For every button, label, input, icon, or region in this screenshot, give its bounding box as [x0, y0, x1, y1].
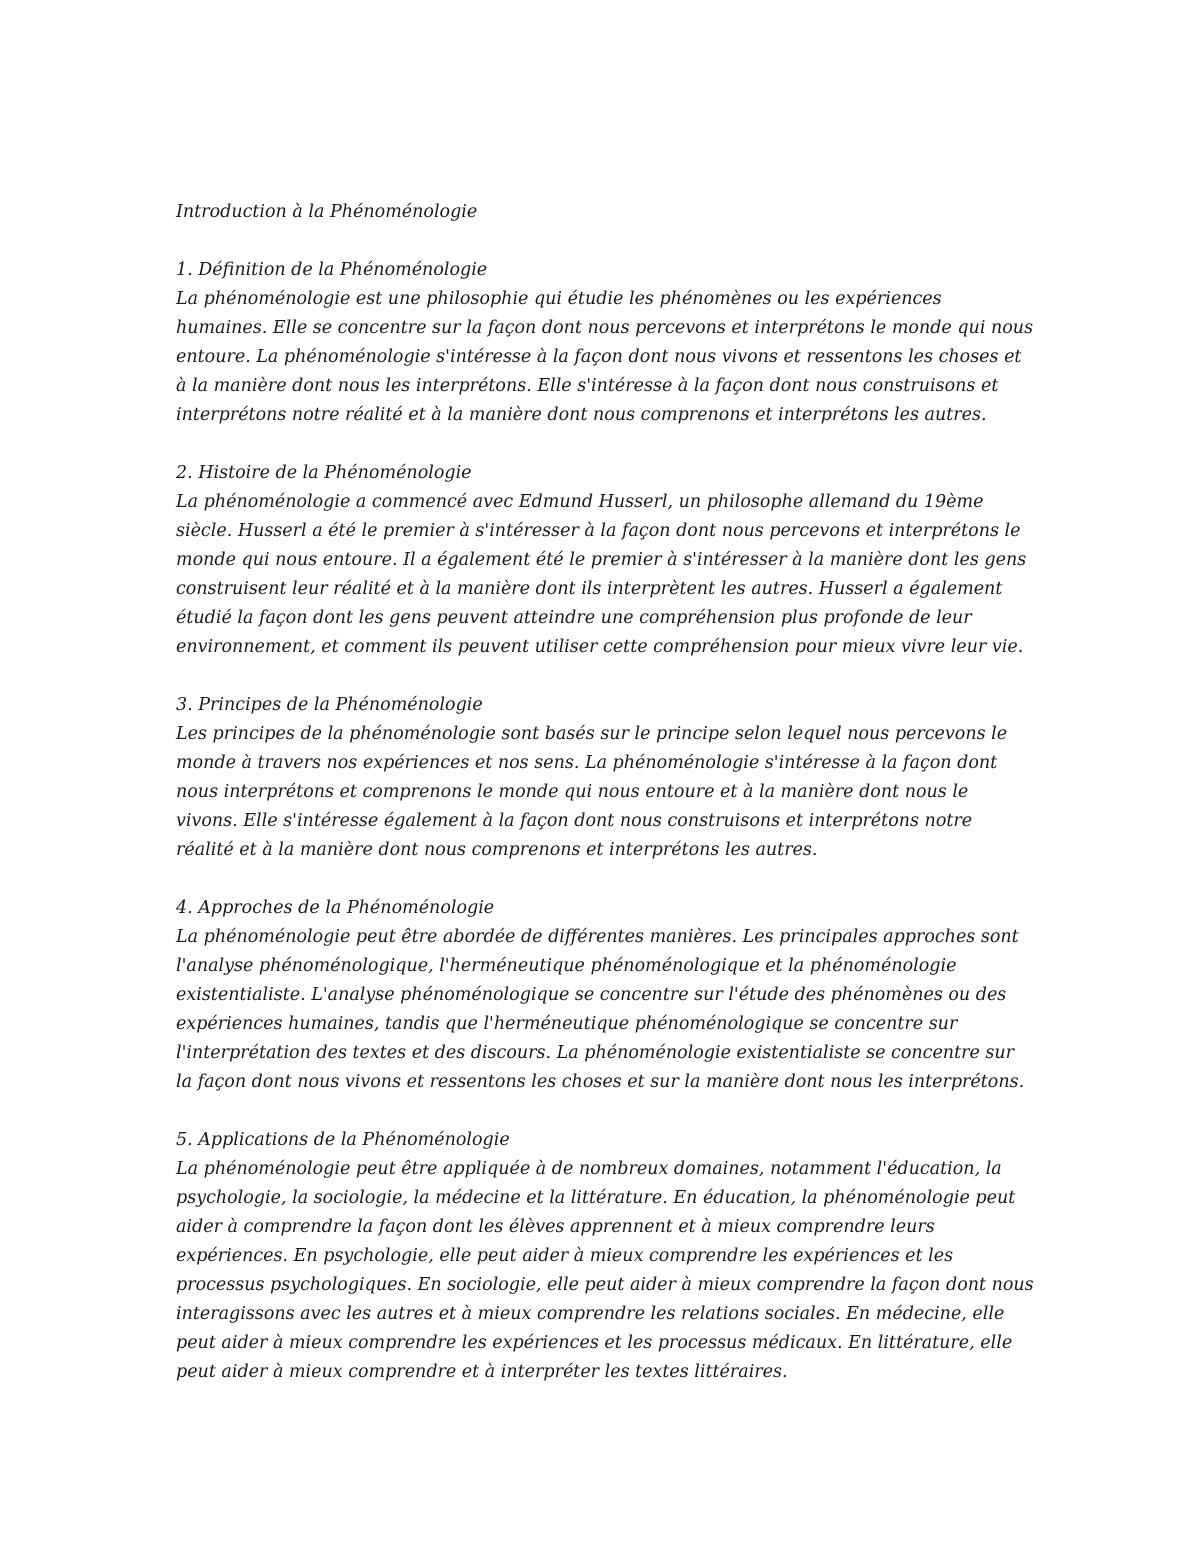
- section-heading: 3. Principes de la Phénoménologie: [176, 695, 483, 715]
- section-body: [176, 488, 1036, 662]
- section-history: [176, 459, 1036, 662]
- section-body: [176, 1155, 1036, 1387]
- document-page: [176, 198, 1036, 1416]
- text-line: monde à travers nos expériences et nos sens. La phénoménologie s'intéresse à la façon dont: [176, 753, 998, 773]
- text-line: La phénoménologie peut être abordée de différentes manières. Les principales approches sont: [176, 927, 1019, 947]
- text-line: nous interprétons et comprenons le monde qui nous entoure et à la manière dont nous le: [176, 782, 969, 802]
- text-line: réalité et à la manière dont nous comprenons et interprétons les autres.: [176, 840, 818, 860]
- text-line: Les principes de la phénoménologie sont basés sur le principe selon lequel nous percevons le: [176, 724, 1008, 744]
- text-line: interprétons notre réalité et à la manière dont nous comprenons et interprétons les autres.: [176, 405, 987, 425]
- text-line: aider à comprendre la façon dont les élèves apprennent et à mieux comprendre leurs: [176, 1217, 935, 1237]
- text-line: peut aider à mieux comprendre les expériences et les processus médicaux. En littérature, elle: [176, 1333, 1013, 1353]
- text-line: La phénoménologie peut être appliquée à de nombreux domaines, notamment l'éducation, la: [176, 1159, 1002, 1179]
- text-line: environnement, et comment ils peuvent utiliser cette compréhension pour mieux vivre leur vie.: [176, 637, 1024, 657]
- text-line: La phénoménologie a commencé avec Edmund Husserl, un philosophe allemand du 19ème: [176, 492, 984, 512]
- text-line: expériences humaines, tandis que l'herméneutique phénoménologique se concentre sur: [176, 1014, 958, 1034]
- text-line: construisent leur réalité et à la manière dont ils interprètent les autres. Husserl a également: [176, 579, 1003, 599]
- document-title: Introduction à la Phénoménologie: [176, 202, 478, 222]
- section-definition: [176, 256, 1036, 430]
- text-line: entoure. La phénoménologie s'intéresse à la façon dont nous vivons et ressentons les choses et: [176, 347, 1022, 367]
- text-line: expériences. En psychologie, elle peut aider à mieux comprendre les expériences et les: [176, 1246, 954, 1266]
- text-line: psychologie, la sociologie, la médecine et la littérature. En éducation, la phénoménologie peut: [176, 1188, 1016, 1208]
- text-line: à la manière dont nous les interprétons. Elle s'intéresse à la façon dont nous construisons et: [176, 376, 999, 396]
- section-heading: 5. Applications de la Phénoménologie: [176, 1130, 510, 1150]
- text-line: monde qui nous entoure. Il a également été le premier à s'intéresser à la manière dont les gens: [176, 550, 1027, 570]
- text-line: étudié la façon dont les gens peuvent atteindre une compréhension plus profonde de leur: [176, 608, 972, 628]
- text-line: humaines. Elle se concentre sur la façon dont nous percevons et interprétons le monde qui nous: [176, 318, 1034, 338]
- section-body: [176, 720, 1036, 865]
- section-body: [176, 923, 1036, 1097]
- text-line: siècle. Husserl a été le premier à s'intéresser à la façon dont nous percevons et interprétons le: [176, 521, 1021, 541]
- section-body: [176, 285, 1036, 430]
- text-line: existentialiste. L'analyse phénoménologique se concentre sur l'étude des phénomènes ou des: [176, 985, 1007, 1005]
- section-heading: 1. Définition de la Phénoménologie: [176, 260, 488, 280]
- text-line: La phénoménologie est une philosophie qui étudie les phénomènes ou les expériences: [176, 289, 942, 309]
- section-heading: 2. Histoire de la Phénoménologie: [176, 463, 472, 483]
- text-line: interagissons avec les autres et à mieux comprendre les relations sociales. En médecine, elle: [176, 1304, 1005, 1324]
- text-line: vivons. Elle s'intéresse également à la façon dont nous construisons et interprétons notre: [176, 811, 973, 831]
- text-line: peut aider à mieux comprendre et à interpréter les textes littéraires.: [176, 1362, 788, 1382]
- section-principles: [176, 691, 1036, 865]
- section-approaches: [176, 894, 1036, 1097]
- text-line: l'interprétation des textes et des discours. La phénoménologie existentialiste se concentre sur: [176, 1043, 1015, 1063]
- section-applications: [176, 1126, 1036, 1387]
- text-line: la façon dont nous vivons et ressentons les choses et sur la manière dont nous les interprétons.: [176, 1072, 1025, 1092]
- text-line: processus psychologiques. En sociologie, elle peut aider à mieux comprendre la façon dont nous: [176, 1275, 1034, 1295]
- section-heading: 4. Approches de la Phénoménologie: [176, 898, 495, 918]
- text-line: l'analyse phénoménologique, l'herméneutique phénoménologique et la phénoménologie: [176, 956, 957, 976]
